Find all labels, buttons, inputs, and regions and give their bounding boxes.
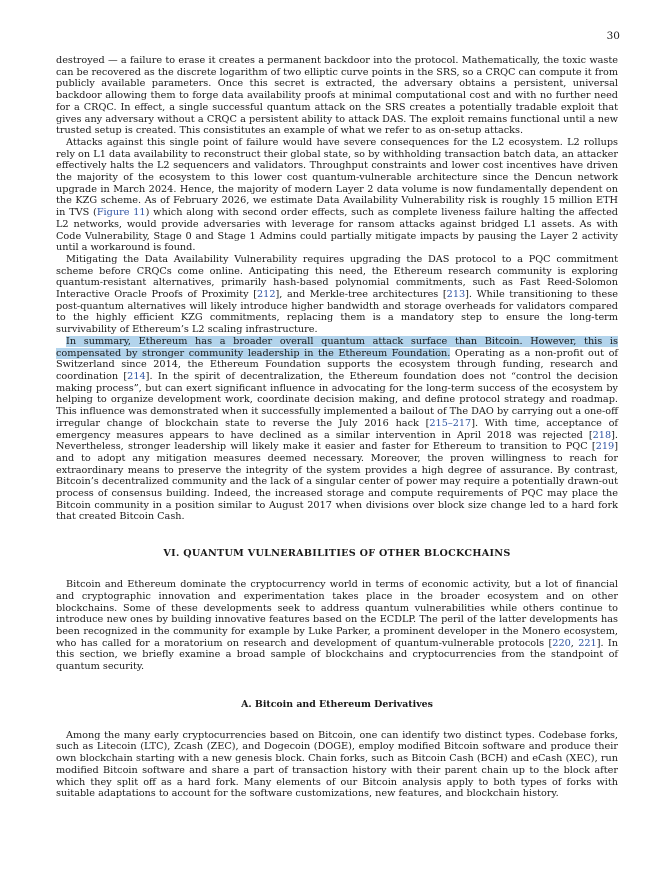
paragraph-srs-backdoor: destroyed — a failure to erase it creates a permanent backdoor into the protocol. Mathematically, the toxic waste can be recovered as the discrete logarithm of two elliptic curve points in the SRS, so a CRQC can compute it from publicly available parameters. Once this secret is extracted, the adversary obtains a persistent, universal backdoor allowing them to forge data availability proofs at minimal computational cost and with no further need for a CRQC. In effect, a single successful quantum attack on the SRS creates a potentially tradable exploit that gives any adversary without a CRQC a persistent ability to attack DAS. The exploit remains functional until a new trusted setup is created. This consistitutes an example of what we refer to as on-setup attacks. (56, 55, 618, 137)
paragraph-summary: In summary, Ethereum has a broader overall quantum attack surface than Bitcoin. However, this is compensated by stronger community leadership in the Ethereum Foundation. Operating as a non-profit out of Switzerland since 2014, the Ethereum Foundation supports the ecosystem through funding, research and coordination [214]. In the spirit of decentralization, the Ethereum foundation does not “control the decision making process”, but can exert significant influence in advocating for the long-term success of the ecosystem by helping to organize development work, coordinate decision making, and define protocol strategy and roadmap. This influence was demonstrated when it successfully implemented a bailout of The DAO by carrying out a one-off irregular change of blockchain state to reverse the July 2016 hack [215–217]. With time, acceptance of emergency measures appears to have declined as a similar intervention in April 2018 was rejected [218]. Nevertheless, stronger leadership will likely make it easier and faster for Ethereum to transition to PQC [219] and to adopt any mitigation measures deemed necessary. Moreover, the proven willingness to reach for extraordinary means to preserve the integrity of the system provides a high degree of assurance. By contrast, Bitcoin’s decentralized community and the lack of a singular center of power may require a potentially drawn-out process of consensus building. Indeed, the increased storage and compute requirements of PQC may place the Bitcoin community in a position similar to August 2017 when divisions over block size change led to a hard fork that created Bitcoin Cash. (56, 335, 618, 523)
citation-link[interactable]: 212 (257, 289, 276, 301)
paragraph-derivatives: Among the many early cryptocurrencies based on Bitcoin, one can identify two distinct types. Codebase forks, such as Litecoin (LTC), Zcash (ZEC), and Dogecoin (DOGE), employ modified Bitcoin software and produce their own blockchain starting with a new genesis block. Chain forks, such as Bitcoin Cash (BCH) and eCash (XEC), run modified Bitcoin software and share a part of transaction history with their parent chain up to the block after which they split off as a hard fork. Many elements of our Bitcoin analysis apply to both types of forks with suitable adaptations to account for the software customizations, new features, and blockchain history. (56, 729, 618, 800)
highlighted-text: In summary, Ethereum has a broader overall quantum attack surface than Bitcoin. However, this is compensated by stronger community leadership in the Ethereum Foundation. (56, 335, 618, 359)
page-content (56, 55, 618, 800)
citation-link[interactable]: 214 (127, 370, 146, 382)
citation-link[interactable]: 219 (595, 441, 615, 453)
citation-link[interactable]: 221 (578, 637, 597, 649)
citation-link[interactable]: 213 (446, 289, 466, 301)
paragraph-mitigation: Mitigating the Data Availability Vulnerability requires upgrading the DAS protocol to a PQC commitment scheme before CRQCs come online. Anticipating this need, the Ethereum research community is exploring quantum-resistant alternatives, primarily hash-based polynomial commitments, such as Fast Reed-Solomon Interactive Oracle Proofs of Proximity [212], and Merkle-tree architectures [213]. While transitioning to these post-quantum alternatives will likely introduce higher bandwidth and storage overheads for validators compared to the highly efficient KZG commitments, replacing them is a mandatory step to ensure the long-term survivability of Ethereum’s L2 scaling infrastructure. (56, 253, 618, 336)
subsection-heading: A. Bitcoin and Ethereum Derivatives (241, 698, 433, 710)
paragraph-other-blockchains: Bitcoin and Ethereum dominate the cryptocurrency world in terms of economic activity, but a lot of financial and cryptographic innovation and experimentation takes place in the broader ecosystem and on other blockchains. Some of these developments seek to address quantum vulnerabilities while others continue to introduce new ones by building innovative features based on the ECDLP. The peril of the latter developments has been recognized in the community for example by Luke Parker, a prominent developer in the Monero ecosystem, who has called for a moratorium on research and development of quantum-vulnerable protocols [220, 221]. In this section, we briefly examine a broad sample of blockchains and cryptocurrencies from the standpoint of quantum security. (56, 579, 618, 673)
section-heading: VI. QUANTUM VULNERABILITIES OF OTHER BLOCKCHAINS (163, 548, 511, 560)
citation-link[interactable]: 215–217 (429, 417, 472, 429)
citation-link[interactable]: 218 (592, 429, 612, 441)
citation-link[interactable]: 220 (552, 637, 571, 649)
citation-link[interactable]: Figure 11 (96, 207, 146, 219)
page-number: 30 (606, 30, 620, 42)
paragraph-l2-consequences: Attacks against this single point of failure would have severe consequences for the L2 ecosystem. L2 rollups rely on L1 data availability to reconstruct their global state, so by withholding transaction batch data, an attacker effectively halts the L2 sequencers and validators. Throughput constraints and lower cost incentives have driven the majority of the ecosystem to this lower cost quantum-vulnerable architecture since the Dencun network upgrade in March 2024. Hence, the majority of modern Layer 2 data volume is now fundamentally dependent on the KZG scheme. As of February 2026, we estimate Data Availability Vulnerability risk is roughly 15 million ETH in TVS (Figure 11) which along with second order effects, such as complete liveness failure halting the affected L2 networks, would provide adversaries with leverage for ransom attacks against bridged L1 assets. As with Code Vulnerability, Stage 0 and Stage 1 Admins could partially mitigate impacts by pausing the Layer 2 activity until a workaround is found. (56, 136, 619, 254)
